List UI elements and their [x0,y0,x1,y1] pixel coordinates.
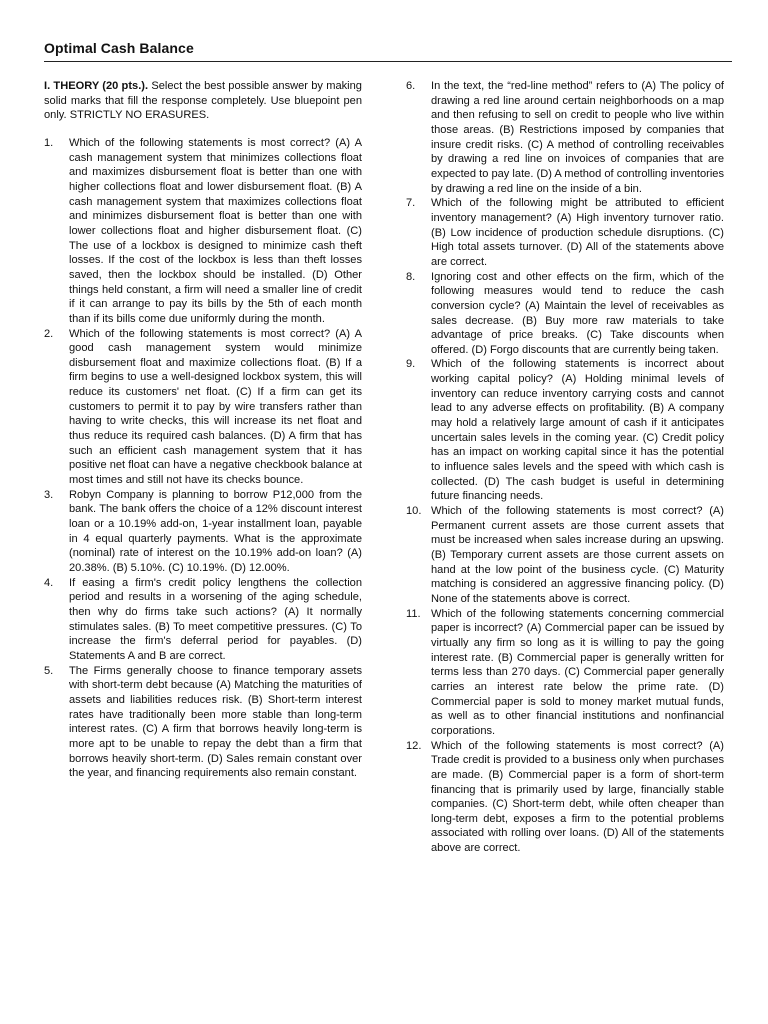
question-text: Which of the following statements is most correct? (A) A cash management system that minimizes collections float and maximizes disbursement float is better than one with higher collections float and lower disbursement float. (B) A cash management system that maximizes collections float and minimizes disbursement float is better than one with lower collections float and higher disbursement float. (C) The use of a lockbox is designed to minimize cash theft losses. If the cost of the lockbox is less than theft losses saved, then the lockbox should be installed. (D) Other things held constant, a firm will need a smaller line of credit if it can arrange to pay its bills by the 5th of each month than if its bills come due uniformly during the month. [69,136,362,325]
page-title: Optimal Cash Balance [44,40,194,56]
question-item [406,79,724,196]
question-number: 6. [406,80,416,92]
section-label: I. THEORY (20 pts.). [44,80,149,92]
question-number: 11. [406,607,421,620]
question-text: Which of the following might be attributed to efficient inventory management? (A) High inventory turnover ratio. (B) Low incidence of production schedule disruptions. (C) High total assets turnover. (D) All of the statements above are correct. [431,197,724,268]
question-text: If easing a firm's credit policy lengthens the collection period and results in a worsening of the aging schedule, then why do firms take such actions? (A) It normally stimulates sales. (B) To meet competitive pressures. (C) To increase the firm's deferral period for payables. (D) Statements A and B are correct. [69,576,362,662]
left-column [44,79,362,781]
title-divider [44,61,732,62]
question-text: In the text, the “red-line method” refers to (A) The policy of drawing a red line around certain neighborhoods on a map and then refusing to sell on credit to people who live within those areas. (B) Restrictions imposed by companies that insure credit risks. (C) A method of controlling receivables by drawing a red line on invoices of companies that are expected to pay late. (D) A method of controlling inventories by drawing a red line on the inside of a bin. [431,80,724,195]
question-text: Ignoring cost and other effects on the firm, which of the following measures would tend to reduce the cash conversion cycle? (A) Maintain the level of receivables as sales decrease. (B) Buy more raw materials to take advantage of price breaks. (C) Take discounts when offered. (D) Forgo discounts that are currently being taken. [431,270,724,356]
question-number: 1. [44,136,54,149]
question-text: Which of the following statements is incorrect about working capital policy? (A) Holding minimal levels of inventory can reduce inventory carrying costs and cannot lead to any adverse effects on profitability. (B) A company may hold a relatively large amount of cash if it anticipates uncertain sales levels in the coming year. (C) Credit policy has an impact on working capital since it has the potential to influence sales levels and the speed with which cash is collected. (D) The cash budget is useful in determining future financing needs. [431,358,724,503]
question-number: 7. [406,197,416,210]
instructions-text: Select the best possible answer by making solid marks that fill the response completely. Use bluepoint pen only. STRICTLY NO ERASURES. [44,80,362,122]
right-column [406,79,724,856]
question-number: 4. [44,576,54,589]
question-text: The Firms generally choose to finance temporary assets with short-term debt because (A) Matching the maturities of assets and liabilities reduces risk. (B) Short-term interest rates have traditionally been more stable than long-term interest rates. (C) A firm that borrows heavily long-term is more apt to be unable to repay the debt than a firm that borrows heavily short-term. (D) Sales remain constant over the year, and financing requirements also remain constant. [69,664,362,780]
question-item [44,136,362,327]
question-text: Which of the following statements concerning commercial paper is incorrect? (A) Commercial paper can be issued by virtually any firm so long as it is willing to pay the going interest rate. (B) Commercial paper is generally written for terms less than 270 days. (C) Commercial paper generally carries an interest rate below the prime rate. (D) Commercial paper is sold to money market mutual funds, as well as to other financial institutions and nonfinancial corporations. [431,607,724,737]
question-item [44,327,362,488]
question-number: 3. [44,488,54,501]
question-number: 2. [44,327,54,340]
question-item [406,739,724,856]
question-item [406,504,724,607]
question-text: Which of the following statements is most correct? (A) Trade credit is provided to a business only when purchases are made. (B) Commercial paper is a form of short-term financing that is primarily used by large, financially stable companies. (C) Short-term debt, while often cheaper than long-term debt, exposes a firm to the potential problems associated with rolling over loans. (D) All of the statements above are correct. [431,739,724,855]
question-item [406,270,724,358]
instructions [44,79,362,123]
question-item [44,664,362,781]
question-item [406,607,724,739]
question-text: Robyn Company is planning to borrow P12,000 from the bank. The bank offers the choice of a 12% discount interest loan or a 10.19% add-on, 1-year installment loan, payable in 4 equal quarterly payments. What is the approximate (nominal) rate of interest on the 10.19% add-on loan? (A) 20.38%. (B) 5.10%. (C) 10.19%. (D) 12.00%. [69,488,362,574]
question-number: 10. [406,505,422,518]
question-item [44,488,362,576]
question-number: 9. [406,358,416,371]
question-item [406,357,724,504]
question-number: 12. [406,739,422,752]
question-number: 8. [406,270,416,283]
question-text: Which of the following statements is most correct? (A) Permanent current assets are those current assets that must be increased when sales increase during an upswing. (B) Temporary current assets are those current assets on hand at the low point of the business cycle. (C) Maturity matching is considered an aggressive financing policy. (D) None of the statements above is correct. [431,505,724,605]
question-item [44,576,362,664]
question-item [406,196,724,269]
question-text: Which of the following statements is most correct? (A) A good cash management system would minimize disbursement float and maximize collections float. (B) If a firm begins to use a well-designed lockbox system, this will reduce its customers' net float. (C) If a firm can get its customers to permit it to pay by wire transfers rather than having to write checks, this will increase its net float and thus reduce its required cash balances. (D) A firm that has such an efficient cash management system that it has positive net float can have a negative checkbook balance at most times and still not have its checks bounce. [69,327,362,487]
question-number: 5. [44,664,54,677]
